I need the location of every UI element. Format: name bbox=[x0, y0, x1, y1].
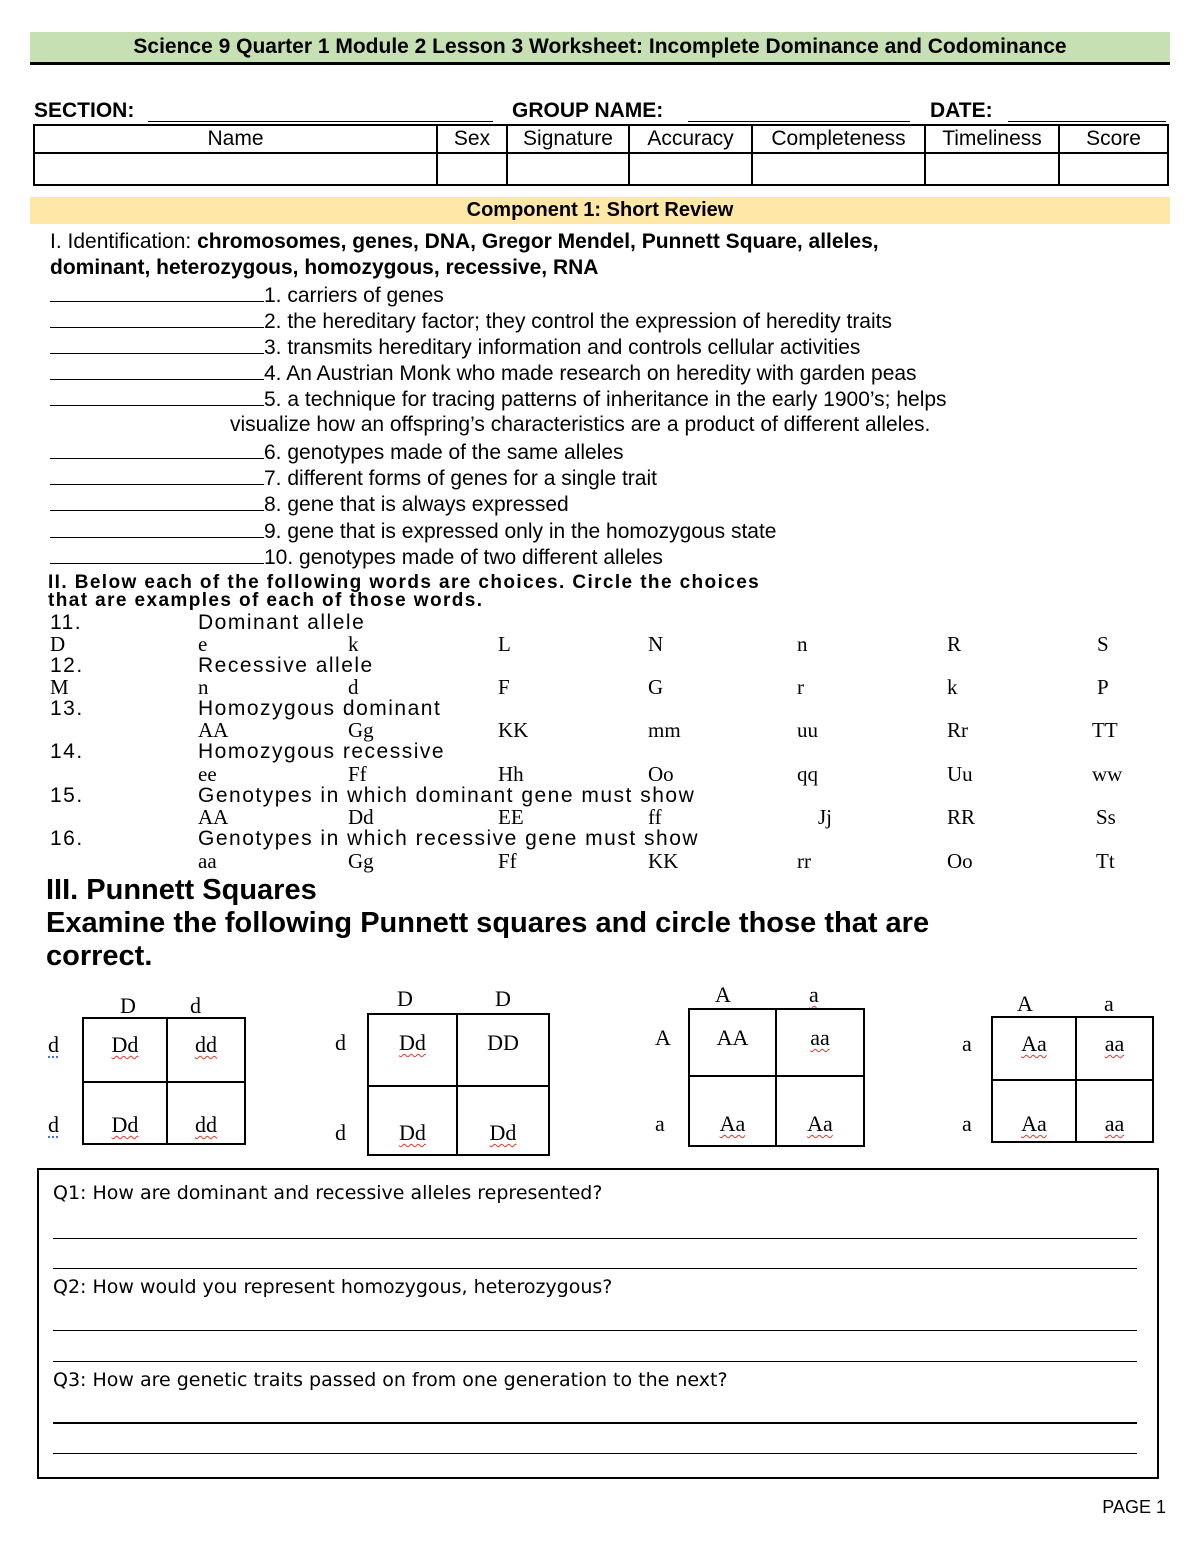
side-allele: d bbox=[48, 1112, 59, 1137]
completeness-cell[interactable] bbox=[752, 153, 925, 185]
choice[interactable]: EE bbox=[498, 805, 524, 829]
choice[interactable]: aa bbox=[198, 849, 217, 873]
choice[interactable]: KK bbox=[648, 849, 679, 873]
answer-blank-1[interactable] bbox=[50, 283, 264, 302]
list-item bbox=[50, 361, 917, 386]
question-number: 15. bbox=[50, 784, 84, 807]
part2-instructions-line1: II. Below each of the following words are choices. Circle the choices bbox=[48, 572, 761, 593]
page-number: PAGE 1 bbox=[1102, 1497, 1166, 1517]
choice[interactable]: Rr bbox=[947, 718, 968, 742]
list-item bbox=[50, 387, 947, 412]
item-text: 1. carriers of genes bbox=[264, 284, 444, 307]
choice[interactable]: qq bbox=[797, 762, 818, 786]
question-q2: Q2: How would you represent homozygous, heterozygous? bbox=[53, 1276, 613, 1298]
answer-blank-2[interactable] bbox=[50, 309, 264, 328]
grid-divider bbox=[991, 1079, 1154, 1081]
genotype-cell: Aa bbox=[719, 1111, 746, 1136]
list-item bbox=[50, 335, 860, 360]
top-allele: a bbox=[809, 982, 819, 1007]
choice[interactable]: Tt bbox=[1096, 849, 1115, 873]
item-text: 4. An Austrian Monk who made research on heredity with garden peas bbox=[264, 362, 917, 385]
term-list-line1: chromosomes, genes, DNA, Gregor Mendel, Punnett Square, alleles, bbox=[197, 230, 879, 253]
identification-lead: I. Identification: bbox=[50, 230, 198, 253]
answer-blank-9[interactable] bbox=[50, 519, 264, 538]
question-number: 14. bbox=[50, 740, 84, 763]
item5-continuation: visualize how an offspring’s characteristics are a product of different alleles. bbox=[230, 413, 931, 436]
choice[interactable]: d bbox=[348, 675, 359, 699]
side-allele: a bbox=[655, 1111, 665, 1136]
question-number: 12. bbox=[50, 654, 84, 677]
genotype-cell: dd bbox=[195, 1032, 217, 1057]
choice[interactable]: R bbox=[947, 632, 962, 656]
section-field[interactable] bbox=[148, 121, 493, 122]
date-label: DATE: bbox=[930, 99, 993, 122]
answer-line-q2[interactable] bbox=[53, 1361, 1137, 1362]
accuracy-cell[interactable] bbox=[629, 153, 752, 185]
choice[interactable]: e bbox=[198, 632, 208, 656]
column-header-accuracy: Accuracy bbox=[629, 125, 752, 153]
list-item bbox=[50, 492, 569, 517]
genotype-cell: DD bbox=[487, 1030, 519, 1055]
list-item bbox=[50, 283, 444, 308]
choice[interactable]: mm bbox=[648, 718, 681, 742]
punnett-heading: III. Punnett Squares bbox=[46, 874, 317, 906]
genotype-cell: aa bbox=[1104, 1111, 1125, 1136]
answer-line-q2[interactable] bbox=[53, 1330, 1137, 1331]
answer-blank-4[interactable] bbox=[50, 361, 264, 380]
punnett-instructions-line1: Examine the following Punnett squares and circle those that are bbox=[46, 907, 930, 939]
answer-blank-10[interactable] bbox=[50, 545, 264, 564]
side-allele: d bbox=[335, 1120, 346, 1145]
genotype-cell: Aa bbox=[1021, 1111, 1047, 1136]
choice[interactable]: F bbox=[498, 675, 510, 699]
item-text: 10. genotypes made of two different alleles bbox=[264, 546, 663, 569]
question-number: 11. bbox=[50, 611, 83, 634]
choice[interactable]: G bbox=[648, 675, 664, 699]
genotype-cell: Dd bbox=[399, 1120, 426, 1145]
answer-line-q1[interactable] bbox=[53, 1268, 1137, 1269]
signature-cell[interactable] bbox=[507, 153, 629, 185]
column-header-name: Name bbox=[34, 125, 437, 153]
choice[interactable]: RR bbox=[947, 805, 976, 829]
item-text: 2. the hereditary factor; they control the expression of heredity traits bbox=[264, 310, 892, 333]
genotype-cell: Dd bbox=[111, 1032, 139, 1057]
item-text: 5. a technique for tracing patterns of inheritance in the early 1900’s; helps bbox=[264, 388, 947, 411]
choice[interactable]: AA bbox=[198, 718, 229, 742]
choice[interactable]: N bbox=[648, 632, 664, 656]
top-allele: D bbox=[495, 986, 511, 1011]
choice[interactable]: Jj bbox=[818, 805, 833, 829]
timeliness-cell[interactable] bbox=[925, 153, 1059, 185]
choice[interactable]: n bbox=[198, 675, 209, 699]
question-label: Dominant allele bbox=[198, 611, 366, 634]
choice[interactable]: D bbox=[50, 632, 66, 656]
name-cell[interactable] bbox=[34, 153, 437, 185]
group-name-label: GROUP NAME: bbox=[512, 99, 664, 122]
answer-line-q3[interactable] bbox=[53, 1453, 1137, 1454]
side-allele: d bbox=[48, 1032, 59, 1057]
side-allele: A bbox=[655, 1025, 671, 1050]
punnett-instructions-line2: correct. bbox=[46, 940, 153, 972]
choice[interactable]: rr bbox=[797, 849, 811, 873]
question-number: 13. bbox=[50, 697, 84, 720]
grid-divider bbox=[688, 1075, 865, 1077]
choice[interactable]: Gg bbox=[348, 718, 374, 742]
choice[interactable]: M bbox=[50, 675, 69, 699]
list-item bbox=[50, 466, 657, 491]
score-table bbox=[33, 124, 1169, 186]
list-item bbox=[50, 519, 776, 544]
date-field[interactable] bbox=[1008, 121, 1166, 122]
top-allele: A bbox=[1017, 991, 1033, 1016]
choice[interactable]: S bbox=[1097, 632, 1109, 656]
grid-divider bbox=[82, 1081, 246, 1083]
question-q3: Q3: How are genetic traits passed on from one generation to the next? bbox=[53, 1369, 728, 1391]
choice[interactable]: r bbox=[797, 675, 804, 699]
term-list-line2: dominant, heterozygous, homozygous, recessive, RNA bbox=[50, 256, 599, 279]
grid-divider bbox=[367, 1085, 550, 1087]
top-allele: d bbox=[190, 993, 201, 1018]
score-cell[interactable] bbox=[1059, 153, 1168, 185]
genotype-cell: aa bbox=[1104, 1031, 1125, 1056]
choice[interactable]: ff bbox=[648, 805, 662, 829]
choice[interactable]: Dd bbox=[348, 805, 374, 829]
genotype-cell: dd bbox=[195, 1112, 217, 1137]
choice[interactable]: AA bbox=[198, 805, 229, 829]
part2-instructions-line2: that are examples of each of those words. bbox=[48, 590, 484, 611]
list-item bbox=[50, 440, 624, 465]
item-text: 9. gene that is expressed only in the homozygous state bbox=[264, 520, 777, 543]
genotype-cell: Dd bbox=[489, 1120, 517, 1145]
group-name-field[interactable] bbox=[688, 121, 910, 122]
column-header-timeliness: Timeliness bbox=[925, 125, 1059, 153]
choice[interactable]: KK bbox=[498, 718, 529, 742]
question-q1: Q1: How are dominant and recessive alleles represented? bbox=[53, 1182, 603, 1204]
item-text: 7. different forms of genes for a single trait bbox=[264, 467, 657, 490]
choice[interactable]: Gg bbox=[348, 849, 374, 873]
item-text: 3. transmits hereditary information and controls cellular activities bbox=[264, 336, 861, 359]
choice[interactable]: n bbox=[797, 632, 808, 656]
column-header-sex: Sex bbox=[437, 125, 507, 153]
choice[interactable]: Ss bbox=[1096, 805, 1116, 829]
genotype-cell: Aa bbox=[1021, 1031, 1047, 1056]
answer-line-q3[interactable] bbox=[53, 1422, 1137, 1424]
choice[interactable]: L bbox=[498, 632, 511, 656]
choice[interactable]: k bbox=[348, 632, 359, 656]
top-allele: A bbox=[715, 982, 731, 1007]
question-label: Genotypes in which recessive gene must show bbox=[198, 827, 700, 850]
choice[interactable]: Oo bbox=[947, 849, 973, 873]
question-label: Recessive allele bbox=[198, 654, 374, 677]
choice[interactable]: Ff bbox=[498, 849, 517, 873]
component-heading: Component 1: Short Review bbox=[30, 197, 1170, 224]
list-item bbox=[50, 309, 892, 334]
column-header-score: Score bbox=[1059, 125, 1168, 153]
top-allele: a bbox=[1104, 991, 1114, 1016]
worksheet-title: Science 9 Quarter 1 Module 2 Lesson 3 Worksheet: Incomplete Dominance and Codominance bbox=[30, 32, 1170, 65]
answer-blank-8[interactable] bbox=[50, 492, 264, 511]
column-header-completeness: Completeness bbox=[752, 125, 925, 153]
question-label: Homozygous dominant bbox=[198, 697, 442, 720]
answer-blank-7[interactable] bbox=[50, 466, 264, 485]
genotype-cell: Aa bbox=[807, 1111, 833, 1136]
genotype-cell: aa bbox=[810, 1025, 830, 1050]
question-label: Genotypes in which dominant gene must show bbox=[198, 784, 696, 807]
questions-box bbox=[37, 1168, 1159, 1479]
top-allele: D bbox=[120, 993, 136, 1018]
choice[interactable]: TT bbox=[1092, 718, 1118, 742]
choice[interactable]: Oo bbox=[648, 762, 674, 786]
side-allele: d bbox=[335, 1030, 346, 1055]
side-allele: a bbox=[962, 1031, 972, 1056]
list-item bbox=[50, 545, 663, 570]
section-label: SECTION: bbox=[34, 99, 135, 122]
choice[interactable]: ww bbox=[1092, 762, 1123, 786]
sex-cell[interactable] bbox=[437, 153, 507, 185]
answer-line-q1[interactable] bbox=[53, 1238, 1137, 1239]
choice[interactable]: k bbox=[947, 675, 958, 699]
answer-blank-6[interactable] bbox=[50, 440, 264, 459]
answer-blank-3[interactable] bbox=[50, 335, 264, 354]
genotype-cell: Dd bbox=[399, 1030, 426, 1055]
genotype-cell: Dd bbox=[111, 1112, 139, 1137]
item-text: 6. genotypes made of the same alleles bbox=[264, 441, 624, 464]
genotype-cell: AA bbox=[716, 1025, 749, 1050]
question-number: 16. bbox=[50, 827, 84, 850]
answer-blank-5[interactable] bbox=[50, 387, 264, 406]
choice[interactable]: Hh bbox=[498, 762, 524, 786]
column-header-signature: Signature bbox=[507, 125, 629, 153]
choice[interactable]: P bbox=[1097, 675, 1109, 699]
item-text: 8. gene that is always expressed bbox=[264, 493, 569, 516]
choice[interactable]: Ff bbox=[348, 762, 367, 786]
choice[interactable]: Uu bbox=[947, 762, 973, 786]
side-allele: a bbox=[962, 1111, 972, 1136]
choice[interactable]: uu bbox=[797, 718, 818, 742]
choice[interactable]: ee bbox=[198, 762, 217, 786]
identification-instructions bbox=[50, 230, 879, 254]
top-allele: D bbox=[397, 986, 413, 1011]
question-label: Homozygous recessive bbox=[198, 740, 446, 763]
